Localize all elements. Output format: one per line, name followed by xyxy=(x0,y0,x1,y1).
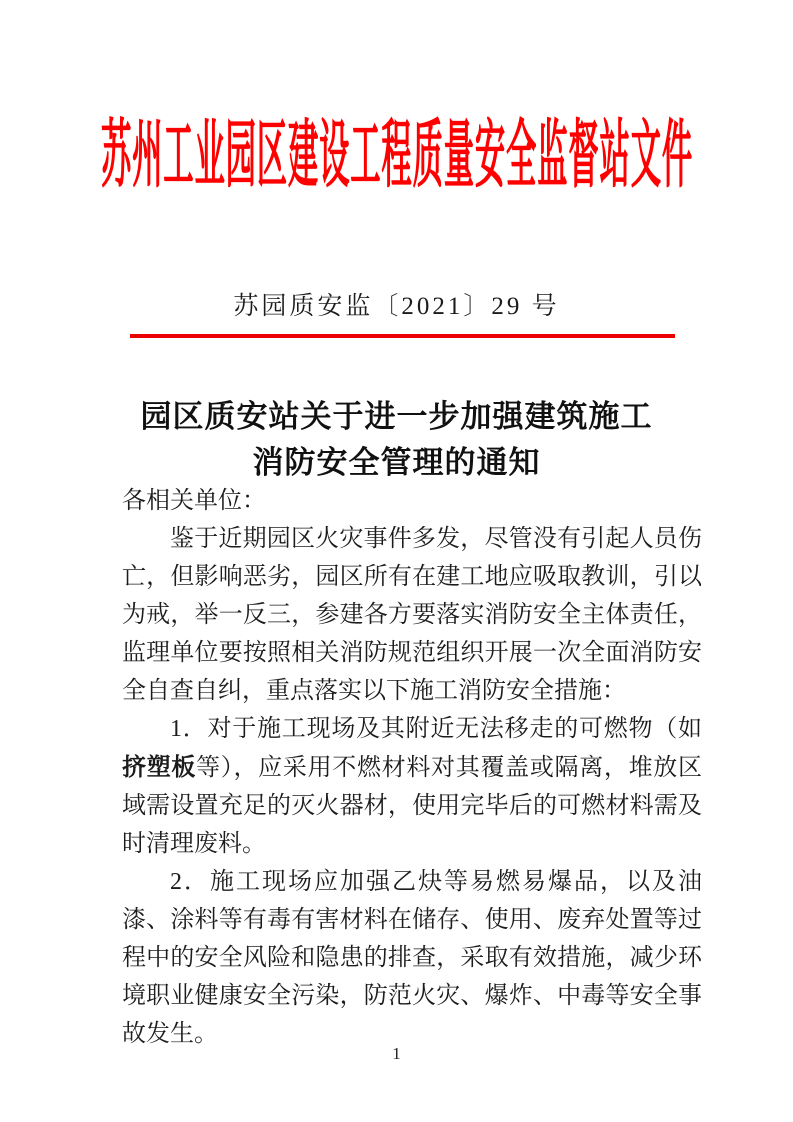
salutation: 各相关单位： xyxy=(122,488,266,514)
item1-bold-term: 挤塑板 xyxy=(122,753,197,781)
paragraph-intro: 鉴于近期园区火灾事件多发，尽管没有引起人员伤亡，但影响恶劣，园区所有在建工地应吸取教训，引以为戒，举一反三，参建各方要落实消防安全主体责任，监理单位要按照相关消防规范组织开展一次全面消防安全自查自纠，重点落实以下施工消防安全措施： xyxy=(122,526,702,704)
paragraph-item-1 xyxy=(122,710,702,863)
document-title-line2: 消防安全管理的通知 xyxy=(252,445,541,480)
document-number: 苏园质安监〔2021〕29 号 xyxy=(233,293,560,320)
red-masthead xyxy=(0,108,793,204)
item1-text-post: 等），应采用不燃材料对其覆盖或隔离，堆放区域需设置充足的灭火器材，使用完毕后的可燃材料需及时清理废料。 xyxy=(122,755,703,857)
page-number: 1 xyxy=(392,1044,401,1063)
red-separator-rule xyxy=(130,334,675,338)
item1-text-pre: 1．对于施工现场及其附近无法移走的可燃物（如 xyxy=(170,716,702,742)
document-title-line1: 园区质安站关于进一步加强建筑施工 xyxy=(140,399,653,434)
document-title xyxy=(0,394,793,486)
paragraph-item-2: 2．施工现场应加强乙炔等易燃易爆品，以及油漆、涂料等有毒有害材料在储存、使用、废弃处置等过程中的安全风险和隐患的排查，采取有效措施，减少环境职业健康安全污染，防范火灾、爆炸、中毒等安全事故发生。 xyxy=(122,869,702,1047)
page-footer xyxy=(0,1044,793,1064)
masthead-title: 苏州工业园区建设工程质量安全监督站文件 xyxy=(100,115,693,197)
document-body xyxy=(122,482,702,1053)
